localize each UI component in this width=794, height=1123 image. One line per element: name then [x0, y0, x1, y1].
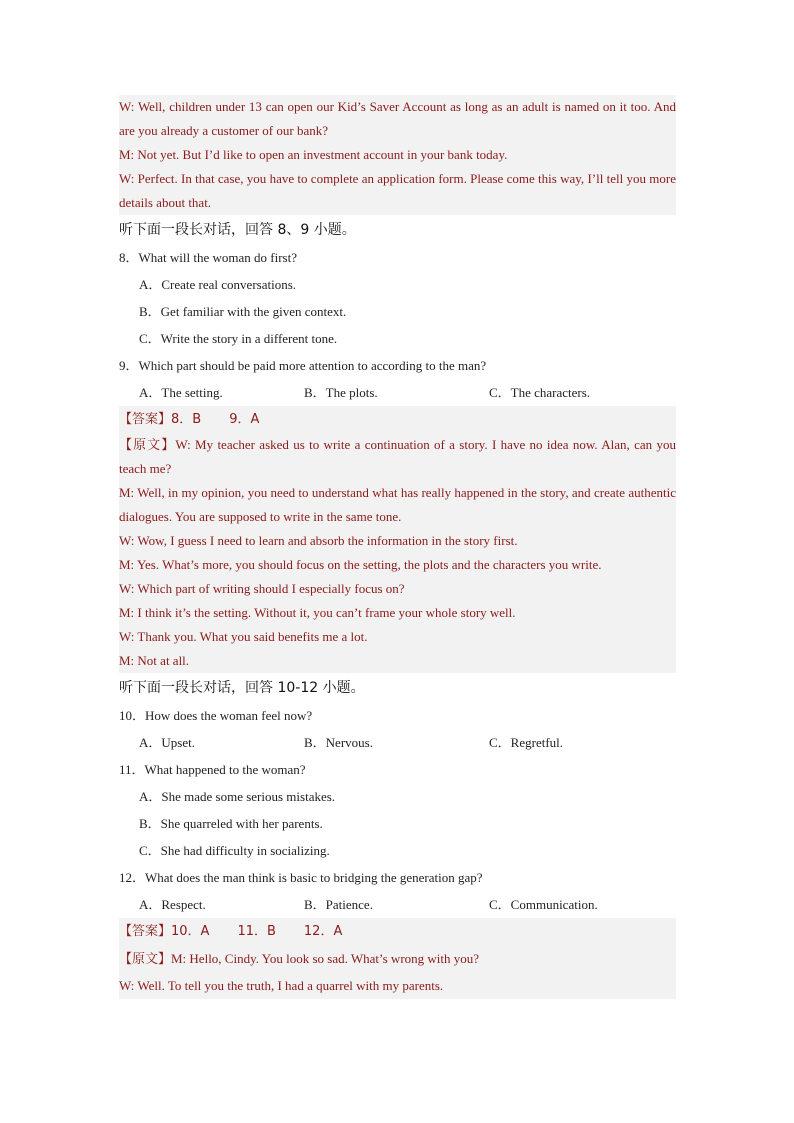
option-9b: B．The plots. [304, 385, 378, 400]
section-heading-10-12: 听下面一段长对话，回答 10-12 小题。 [119, 680, 365, 696]
dialogue-line: M: Not yet. But I’d like to open an investment account in your bank today. [119, 147, 508, 162]
dialogue-block-1 [119, 95, 676, 215]
answer-8: 【答案】8．B [119, 412, 202, 427]
option-8a: A．Create real conversations. [139, 277, 297, 292]
answer-9: 9．A [229, 412, 260, 427]
option-9c: C．The characters. [489, 385, 591, 400]
option-12b: B．Patience. [304, 897, 373, 912]
option-11c: C．She had difficulty in socializing. [139, 843, 330, 858]
option-8c: C．Write the story in a different tone. [139, 331, 338, 346]
transcript-8-9 [119, 433, 676, 673]
transcript-line: 【原文】W: My teacher asked us to write a continuation of a story. I have no idea now. Alan, can you teach me? [119, 437, 676, 476]
options-10 [119, 729, 676, 756]
option-10a: A．Upset. [139, 735, 195, 750]
transcript-line: W: Thank you. What you said benefits me a lot. [119, 629, 368, 644]
option-10c: C．Regretful. [489, 735, 564, 750]
option-12a: A．Respect. [139, 897, 206, 912]
options-9 [119, 379, 676, 406]
document-body [119, 95, 676, 999]
transcript-line: M: I think it’s the setting. Without it, you can’t frame your whole story well. [119, 605, 516, 620]
option-12c: C．Communication. [489, 897, 598, 912]
answer-block-8-9 [119, 406, 676, 673]
option-10b: B．Nervous. [304, 735, 373, 750]
option-11b: B．She quarreled with her parents. [139, 816, 323, 831]
options-12 [119, 891, 676, 918]
transcript-line: M: Well, in my opinion, you need to understand what has really happened in the story, and create authentic dialogues. You are supposed to write in the same tone. [119, 485, 676, 524]
answer-line [119, 406, 676, 433]
section-heading-8-9: 听下面一段长对话，回答 8、9 小题。 [119, 222, 356, 238]
answer-block-10-12 [119, 918, 676, 999]
option-8b: B．Get familiar with the given context. [139, 304, 347, 319]
question-10: 10．How does the woman feel now? [119, 708, 313, 723]
transcript-line: M: Yes. What’s more, you should focus on the setting, the plots and the characters you write. [119, 557, 602, 572]
question-12: 12．What does the man think is basic to bridging the generation gap? [119, 870, 483, 885]
option-9a: A．The setting. [139, 385, 223, 400]
transcript-line: M: Not at all. [119, 653, 190, 668]
answer-12: 12．A [303, 924, 343, 939]
question-9: 9．Which part should be paid more attention to according to the man? [119, 358, 487, 373]
transcript-line: W: Well. To tell you the truth, I had a quarrel with my parents. [119, 978, 444, 993]
answer-11: 11．B [237, 924, 276, 939]
dialogue-line: W: Well, children under 13 can open our Kid’s Saver Account as long as an adult is named on it too. And are you already a customer of our bank? [119, 99, 676, 138]
question-8: 8．What will the woman do first? [119, 250, 297, 265]
transcript-line: W: Wow, I guess I need to learn and absorb the information in the story first. [119, 533, 518, 548]
transcript-line: 【原文】M: Hello, Cindy. You look so sad. What’s wrong with you? [119, 951, 480, 966]
answer-10: 【答案】10．A [119, 924, 210, 939]
transcript-line: W: Which part of writing should I especially focus on? [119, 581, 405, 596]
answer-line [119, 918, 676, 945]
question-11: 11．What happened to the woman? [119, 762, 306, 777]
dialogue-line: W: Perfect. In that case, you have to complete an application form. Please come this way, I’ll tell you more details about that. [119, 171, 676, 210]
transcript-10-12 [119, 945, 676, 999]
option-11a: A．She made some serious mistakes. [139, 789, 336, 804]
